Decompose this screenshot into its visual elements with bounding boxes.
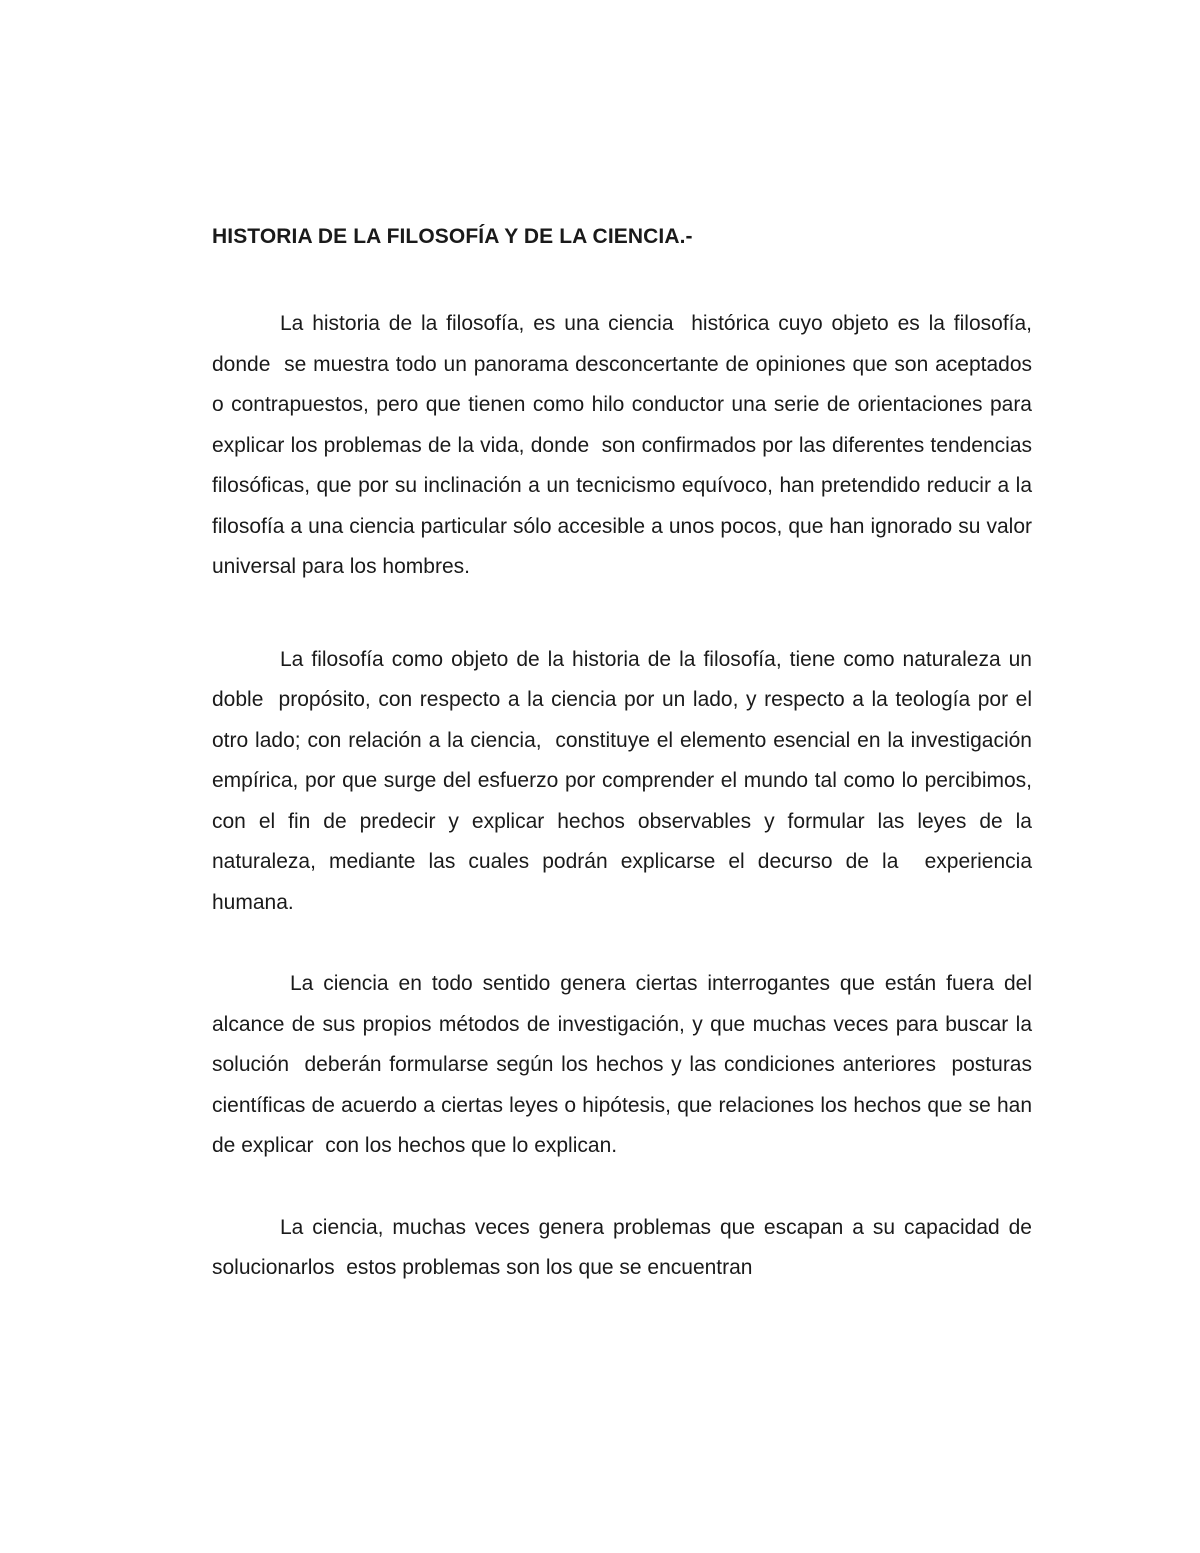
- paragraph-4: La ciencia, muchas veces genera problemas que escapan a su capacidad de solucionarlos estos problemas son los que se encuentran: [212, 1215, 1038, 1279]
- paragraph-3: La ciencia en todo sentido genera ciertas interrogantes que están fuera del alcance de sus propios métodos de investigación, y que muchas veces para buscar la solución deberán formularse según los hechos y las condiciones anteriores posturas científicas de acuerdo a ciertas leyes o hipótesis, que relaciones los hechos que se han de explicar con los hechos que lo explican.: [212, 972, 1044, 1157]
- document-body: [212, 222, 1044, 1289]
- document-title: HISTORIA DE LA FILOSOFÍA Y DE LA CIENCIA.-: [212, 225, 693, 248]
- paragraph-1: La historia de la filosofía, es una ciencia histórica cuyo objeto es la filosofía, donde se muestra todo un panorama desconcertante de opiniones que son aceptados o contrapuestos, pero que tienen como hilo conductor una serie de orientaciones para explicar los problemas de la vida, donde son confirmados por las diferentes tendencias filosóficas, que por su inclinación a un tecnicismo equívoco, han pretendido reducir a la filosofía a una ciencia particular sólo accesible a unos pocos, que han ignorado su valor universal para los hombres.: [212, 312, 1038, 578]
- paragraph-2: La filosofía como objeto de la historia de la filosofía, tiene como naturaleza un doble propósito, con respecto a la ciencia por un lado, y respecto a la teología por el otro lado; con relación a la ciencia, constituye el elemento esencial en la investigación empírica, por que surge del esfuerzo por comprender el mundo tal como lo percibimos, con el fin de predecir y explicar hechos observables y formular las leyes de la naturaleza, mediante las cuales podrán explicarse el decurso de la experiencia humana.: [212, 647, 1038, 914]
